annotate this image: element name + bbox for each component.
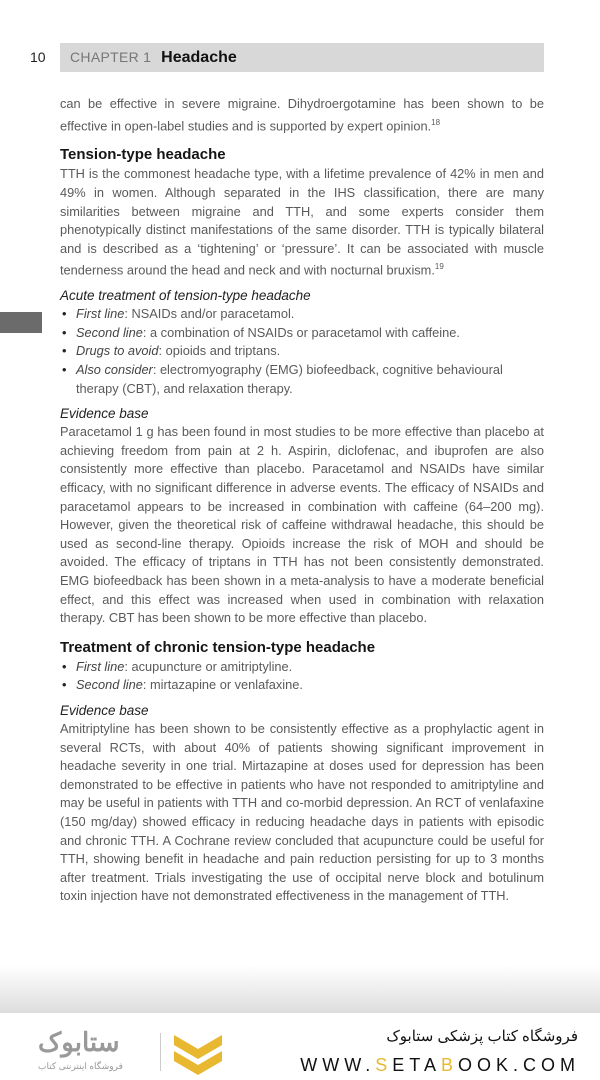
url-part: B bbox=[440, 1055, 458, 1075]
intro-text: can be effective in severe migraine. Dihydroergotamine has been shown to be effective in open-label studies and is supported by expert opinion. bbox=[60, 96, 544, 133]
item-label: First line bbox=[76, 306, 125, 322]
subheading: Evidence base bbox=[60, 406, 149, 422]
logo-subtext: فروشگاه اینترنتی کتاب bbox=[38, 1061, 123, 1071]
setabook-logo bbox=[30, 1027, 230, 1077]
list-item bbox=[60, 658, 544, 677]
item-label: First line bbox=[76, 658, 125, 674]
url-part: WWW. bbox=[300, 1055, 376, 1075]
page-number: 10 bbox=[30, 49, 46, 65]
list-item bbox=[60, 361, 544, 398]
chapter-header bbox=[60, 43, 544, 72]
url-part: OOK.COM bbox=[457, 1055, 580, 1075]
store-url bbox=[300, 1055, 580, 1076]
section-heading: Treatment of chronic tension-type headache bbox=[60, 638, 376, 656]
logo-text: ستابوک bbox=[38, 1027, 120, 1057]
list-item bbox=[60, 324, 544, 343]
chapter-title: Headache bbox=[161, 49, 237, 66]
evidence-paragraph: Amitriptyline has been shown to be consistently effective as a prophylactic agent in several RCTs, with about 40% of patients showing significant improvement in headache severity in one trial. Mirtazapine at doses used for depression has been demonstrated to be effective in patients who have not responded to amitriptyline and may be useful in patients with TTH and co-morbid depression. An RCT of venlafaxine (150 mg/day) showed efficacy in reducing headache days in patients with episodic and chronic TTH. A Cochrane review concluded that acupuncture could be useful for TTH, showing benefit in headache and pain reduction persisting for up to 3 months after treatment. Trials investigating the use of occipital nerve block and botulinum toxin injection have not demonstrated effectiveness in the management of TTH. bbox=[60, 720, 544, 904]
item-text: : acupuncture or amitriptyline. bbox=[124, 658, 293, 674]
chevron-logo-icon bbox=[170, 1031, 226, 1075]
url-part: S bbox=[375, 1055, 393, 1075]
ref: 18 bbox=[431, 117, 441, 127]
evidence-paragraph: Paracetamol 1 g has been found in most studies to be more effective than placebo at achieving freedom from pain at 2 h. Aspirin, diclofenac, and ibuprofen are also consistently more effective than placebo. Paracetamol and NSAIDs have similar efficacy, with no significant difference in adverse events. The efficacy of NSAIDs and paracetamol appears to be increased in combination with caffeine (64–200 mg). However, given the theoretical risk of caffeine withdrawal headache, this should be used as second-line therapy. Opioids increase the risk of MOH and should be avoided. The efficacy of triptans in TTH has not been consistently demonstrated. EMG biofeedback has been shown in a meta-analysis to have a moderate beneficial effect, and this effect was increased when used in combination with relaxation therapy. CBT has been shown to be more effective than placebo. bbox=[60, 424, 544, 626]
thumb-tab bbox=[0, 312, 42, 333]
item-label: Drugs to avoid bbox=[76, 343, 159, 359]
item-label: Also consider bbox=[76, 362, 153, 378]
subheading: Evidence base bbox=[60, 702, 149, 718]
intro-paragraph bbox=[60, 95, 544, 135]
item-text: : electromyography (EMG) biofeedback, cognitive behavioural therapy (CBT), and relaxation therapy. bbox=[76, 362, 503, 396]
tth-paragraph bbox=[60, 165, 544, 280]
acute-list bbox=[60, 305, 544, 398]
page-shadow bbox=[0, 965, 600, 1013]
tth-text: TTH is the commonest headache type, with a lifetime prevalence of 42% in men and 49% in women. Although separated in the IHS classification, there are many similarities between migraine and TTH, and some experts consider them phenotypically distinct manifestations of the same disorder. TTH is typically bilateral and is described as a ‘tightening’ or ‘pressure’. It can be associated with muscle tenderness around the head and neck and with nocturnal bruxism. bbox=[60, 166, 544, 278]
url-part: ETA bbox=[392, 1055, 441, 1075]
list-item bbox=[60, 342, 544, 361]
item-label: Second line bbox=[76, 324, 143, 340]
page-body bbox=[60, 95, 544, 906]
item-text: : opioids and triptans. bbox=[158, 343, 281, 359]
subheading: Acute treatment of tension-type headache bbox=[60, 288, 311, 304]
list-item bbox=[60, 305, 544, 324]
watermark-footer bbox=[0, 1013, 600, 1080]
chronic-list bbox=[60, 658, 544, 695]
list-item bbox=[60, 676, 544, 695]
item-text: : a combination of NSAIDs or paracetamol with caffeine. bbox=[142, 324, 460, 340]
item-label: Second line bbox=[76, 677, 143, 693]
item-text: : mirtazapine or venlafaxine. bbox=[142, 677, 303, 693]
item-text: : NSAIDs and/or paracetamol. bbox=[124, 306, 295, 322]
section-heading: Tension-type headache bbox=[60, 146, 226, 164]
chapter-label: CHAPTER 1 bbox=[70, 49, 152, 65]
ref: 19 bbox=[434, 262, 444, 272]
store-name: فروشگاه کتاب پزشکی ستابوک bbox=[386, 1028, 578, 1045]
